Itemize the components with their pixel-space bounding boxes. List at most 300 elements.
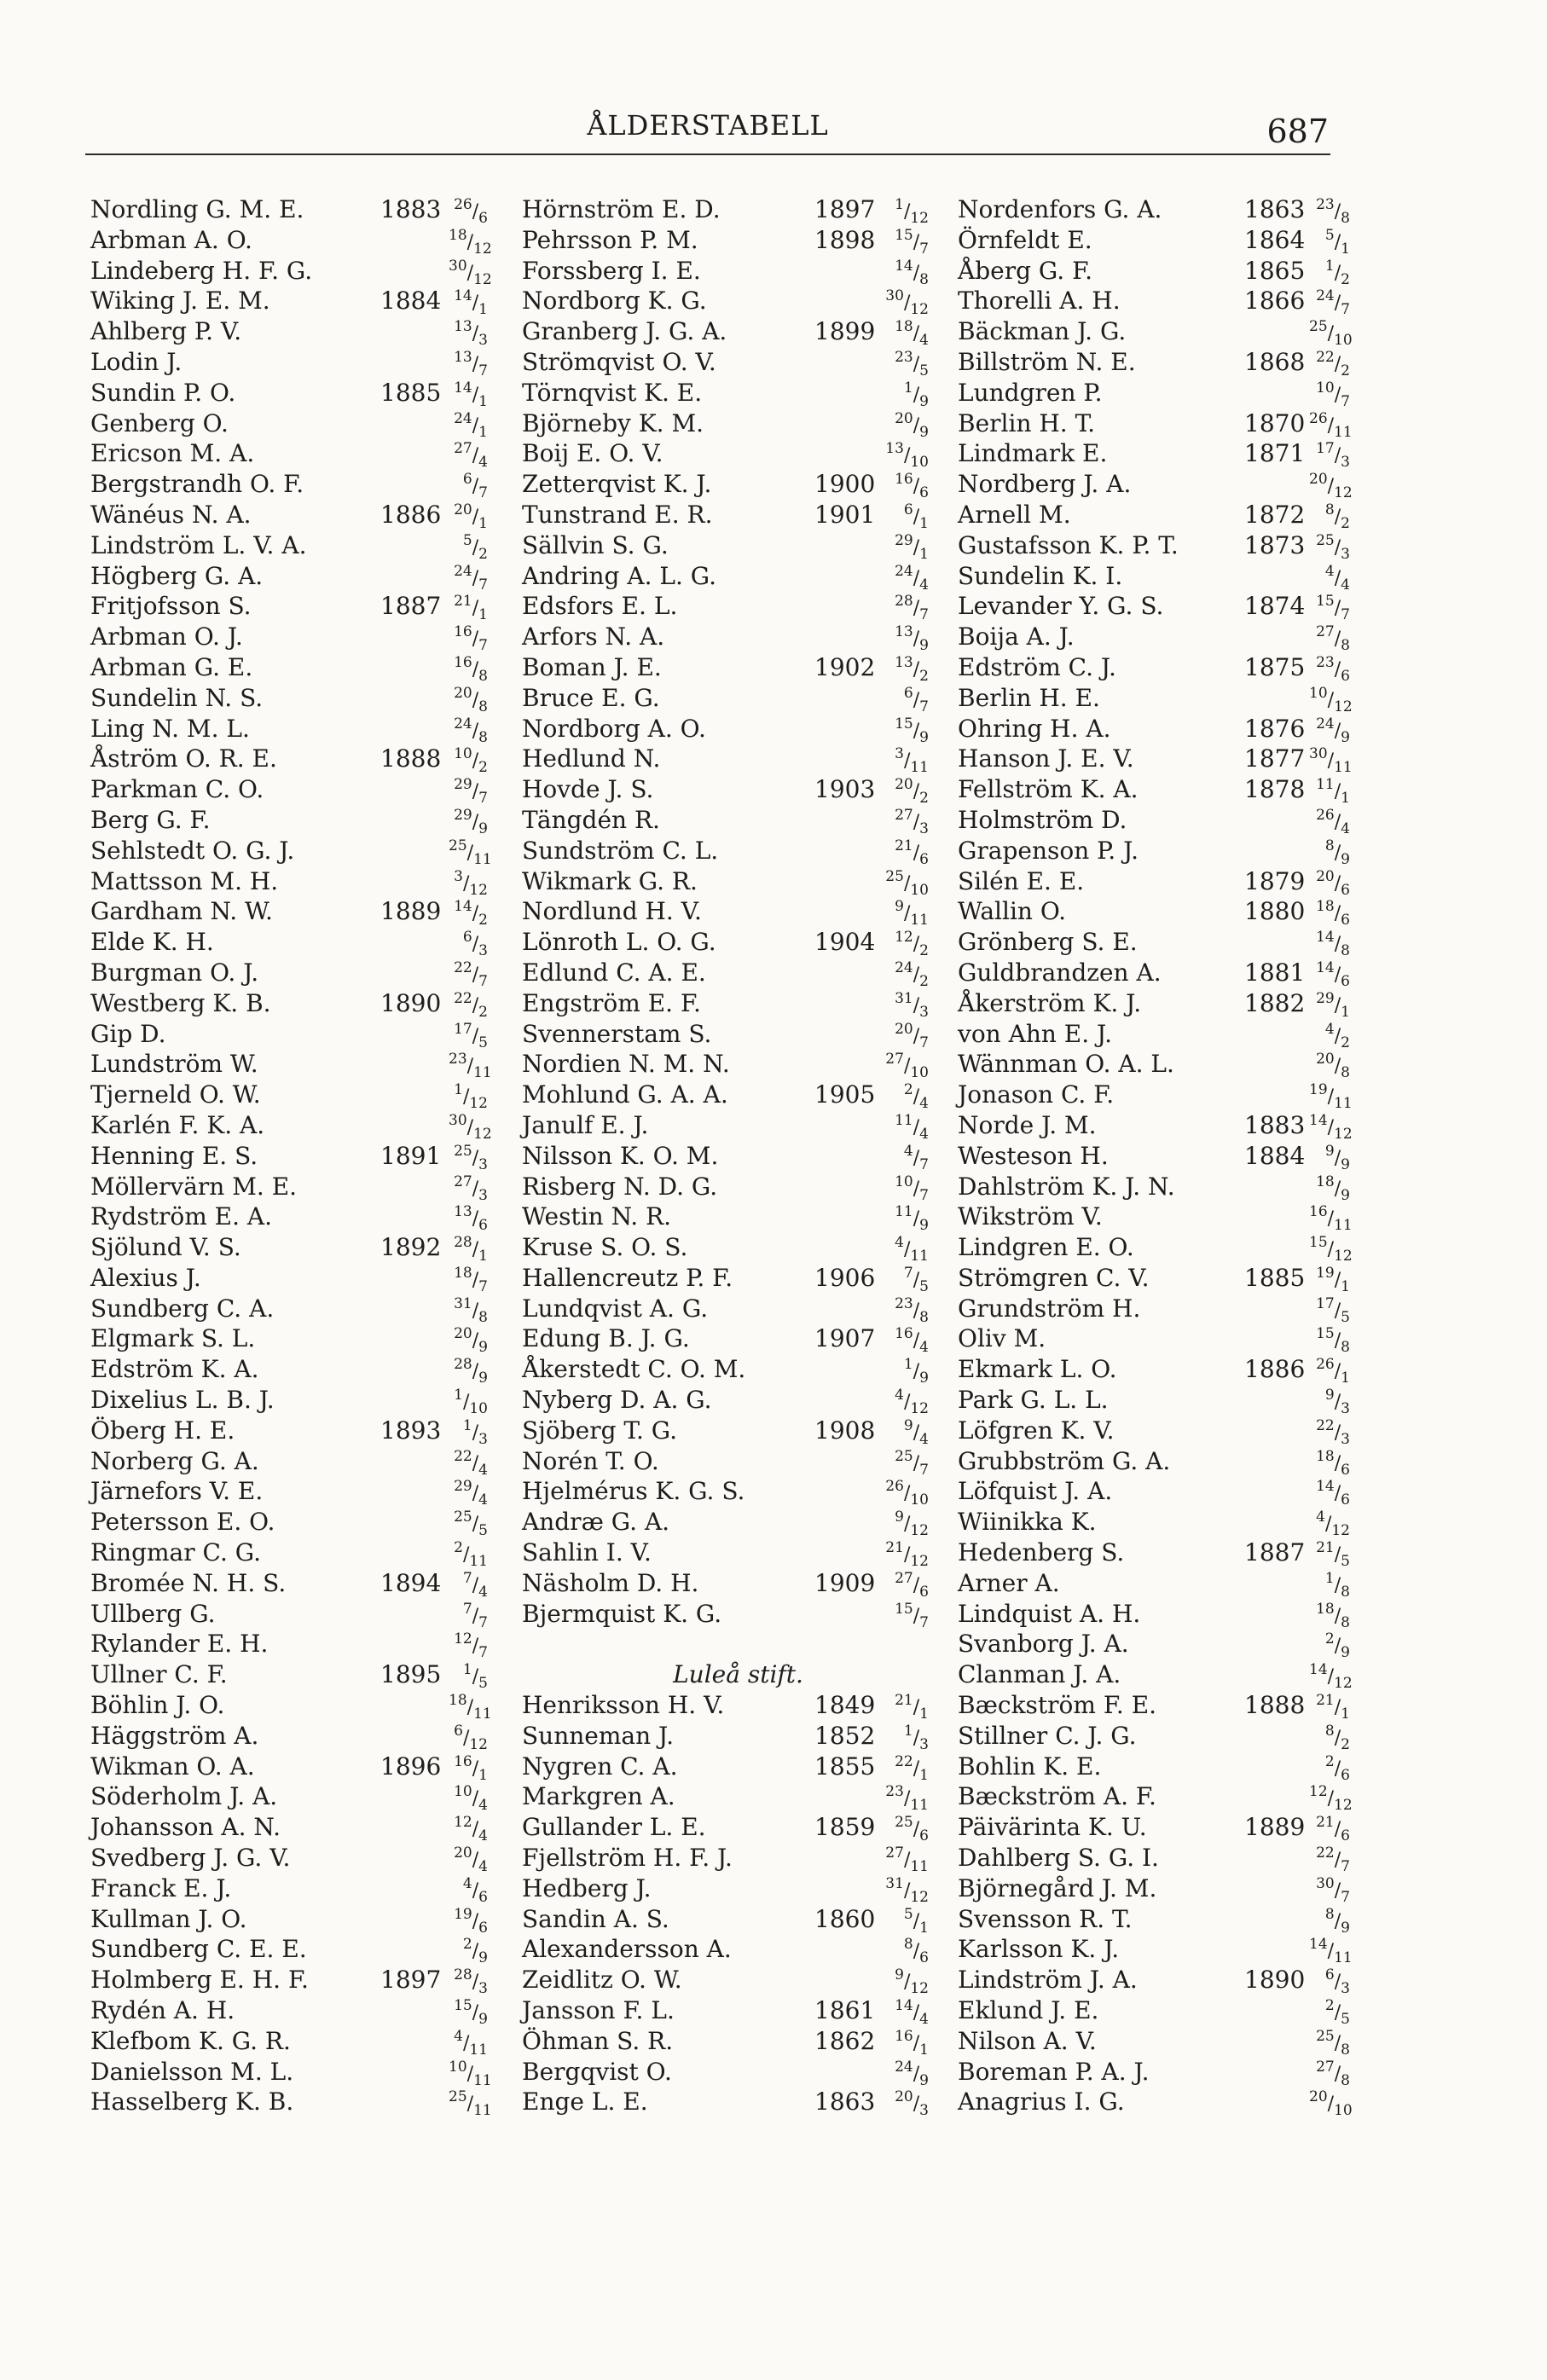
entry-name: Gullander L. E. bbox=[522, 1813, 706, 1842]
list-item bbox=[958, 652, 1350, 685]
entry-month: 3 bbox=[478, 1980, 488, 1998]
entry-name: Päivärinta K. U. bbox=[958, 1813, 1147, 1842]
entry-day: 6 bbox=[462, 929, 472, 947]
list-item bbox=[958, 1019, 1350, 1051]
entry-month: 2 bbox=[1341, 362, 1350, 379]
entry-day: 7 bbox=[462, 1569, 472, 1587]
list-item bbox=[522, 2057, 929, 2088]
entry-year: 1886 bbox=[380, 500, 442, 529]
entry-date: $^{26}/_{10}$ bbox=[885, 1478, 929, 1509]
entry-month: 9 bbox=[919, 2071, 929, 2089]
entry-name: Nordien N. M. N. bbox=[522, 1050, 730, 1079]
entry-name: Möllervärn M. E. bbox=[90, 1172, 298, 1201]
list-item bbox=[90, 1812, 487, 1843]
entry-day: 20 bbox=[895, 1020, 913, 1038]
entry-month: 2 bbox=[478, 545, 488, 563]
entry-name: Häggström A. bbox=[90, 1721, 259, 1750]
entry-date: $^2/_6$ bbox=[1324, 1752, 1350, 1784]
entry-month: 11 bbox=[910, 912, 929, 929]
entry-day: 13 bbox=[454, 318, 472, 336]
entry-date: $^2/_{11}$ bbox=[454, 1539, 488, 1571]
entry-year: 1874 bbox=[1244, 592, 1306, 621]
entry-month: 3 bbox=[1341, 545, 1350, 563]
entry-date: $^{19}/_{11}$ bbox=[1309, 1081, 1353, 1113]
entry-date: $^{18}/_6$ bbox=[1316, 1447, 1350, 1479]
entry-day: 8 bbox=[1324, 1905, 1335, 1923]
entry-year: 1883 bbox=[380, 195, 442, 223]
entry-date: $^{18}/_6$ bbox=[1316, 898, 1350, 929]
list-item bbox=[522, 316, 929, 350]
entry-date: $^{17}/_5$ bbox=[454, 1020, 488, 1051]
entry-day: 18 bbox=[449, 226, 467, 244]
entry-day: 22 bbox=[454, 1447, 472, 1465]
list-item bbox=[90, 316, 488, 350]
list-item bbox=[958, 1232, 1353, 1265]
entry-date: $^{24}/_7$ bbox=[1316, 287, 1350, 319]
entry-month: 3 bbox=[1341, 1980, 1350, 1998]
list-item bbox=[522, 194, 929, 225]
entry-date: $^{10}/_{12}$ bbox=[1309, 684, 1353, 715]
entry-month: 6 bbox=[919, 1949, 929, 1967]
entry-month: 7 bbox=[478, 972, 488, 990]
entry-day: 9 bbox=[895, 1966, 904, 1984]
list-item bbox=[522, 1752, 929, 1782]
entry-year: 1890 bbox=[380, 988, 442, 1017]
entry-month: 5 bbox=[1341, 1308, 1350, 1326]
column-3 bbox=[958, 194, 1353, 2120]
entry-date: $^8/_2$ bbox=[1324, 1722, 1350, 1753]
entry-date: $^{26}/_4$ bbox=[1316, 806, 1350, 837]
entry-day: 18 bbox=[1316, 1447, 1335, 1465]
list-item bbox=[522, 1049, 929, 1080]
entry-date: $^{16}/_6$ bbox=[895, 471, 929, 502]
list-item bbox=[90, 469, 487, 500]
entry-month: 4 bbox=[919, 1430, 929, 1448]
entry-name: Ringmar C. G. bbox=[90, 1538, 262, 1567]
entry-date: $^{30}/_{11}$ bbox=[1309, 745, 1353, 777]
entry-month: 2 bbox=[919, 667, 929, 685]
list-item bbox=[522, 1323, 929, 1357]
entry-month: 12 bbox=[910, 1553, 929, 1571]
entry-day: 4 bbox=[454, 2027, 463, 2045]
entry-day: 17 bbox=[1316, 1294, 1335, 1312]
entry-date: $^{29}/_9$ bbox=[454, 806, 488, 837]
entry-name: Rylander E. H. bbox=[90, 1630, 269, 1659]
entry-month: 4 bbox=[478, 1858, 488, 1876]
list-item bbox=[958, 194, 1350, 227]
entry-name: Boija A. J. bbox=[958, 623, 1075, 651]
entry-month: 1 bbox=[919, 1766, 929, 1784]
entry-month: 9 bbox=[1341, 850, 1350, 868]
entry-month: 4 bbox=[919, 2011, 929, 2029]
entry-name: Westeson H. bbox=[958, 1141, 1109, 1170]
entry-date: $^{23}/_{11}$ bbox=[885, 1783, 929, 1815]
entry-day: 16 bbox=[1309, 1203, 1328, 1221]
entry-name: Elgmark S. L. bbox=[90, 1324, 256, 1353]
entry-date: $^8/_9$ bbox=[1324, 837, 1350, 868]
entry-name: Silén E. E. bbox=[958, 866, 1085, 895]
entry-month: 11 bbox=[1334, 1949, 1353, 1967]
entry-year: 1897 bbox=[380, 1966, 442, 1995]
entry-date: $^{22}/_7$ bbox=[454, 958, 488, 990]
entry-name: Dahlström K. J. N. bbox=[958, 1172, 1175, 1201]
entry-name: Zetterqvist K. J. bbox=[522, 470, 712, 499]
entry-day: 24 bbox=[1316, 287, 1335, 305]
entry-day: 24 bbox=[895, 958, 913, 976]
entry-date: $^{18}/_4$ bbox=[895, 318, 929, 350]
list-item bbox=[958, 286, 1350, 319]
entry-day: 20 bbox=[1309, 471, 1328, 489]
entry-name: Hanson J. E. V. bbox=[958, 744, 1134, 773]
list-item bbox=[958, 1629, 1350, 1662]
entry-month: 4 bbox=[919, 1095, 929, 1113]
entry-month: 9 bbox=[478, 1949, 488, 1967]
entry-date: $^{22}/_1$ bbox=[895, 1752, 929, 1784]
entry-month: 5 bbox=[478, 1675, 488, 1693]
entry-year: 1870 bbox=[1244, 408, 1306, 437]
entry-day: 14 bbox=[895, 1997, 913, 2015]
entry-day: 26 bbox=[454, 196, 472, 213]
entry-year: 1897 bbox=[814, 195, 876, 223]
entry-date: $^{21}/_1$ bbox=[1316, 1692, 1350, 1723]
entry-name: Danielsson M. L. bbox=[90, 2057, 294, 2086]
entry-month: 7 bbox=[478, 790, 488, 808]
entry-date: $^{15}/_9$ bbox=[895, 715, 929, 746]
entry-date: $^{28}/_7$ bbox=[895, 593, 929, 624]
entry-date: $^4/_4$ bbox=[1324, 562, 1350, 594]
entry-name: Edlund C. A. E. bbox=[522, 958, 706, 987]
entry-date: $^{25}/_3$ bbox=[1316, 531, 1350, 563]
entry-name: Lindgren E. O. bbox=[958, 1233, 1134, 1262]
entry-date: $^{26}/_6$ bbox=[454, 196, 488, 227]
entry-name: Sjölund V. S. bbox=[90, 1233, 241, 1262]
entry-day: 25 bbox=[454, 1508, 472, 1526]
entry-month: 12 bbox=[910, 1980, 929, 1998]
entry-day: 24 bbox=[1316, 715, 1335, 733]
entry-month: 12 bbox=[469, 1735, 488, 1753]
entry-month: 12 bbox=[1334, 484, 1353, 502]
entry-name: Markgren A. bbox=[522, 1782, 675, 1811]
list-item bbox=[90, 561, 487, 592]
entry-year: 1882 bbox=[1244, 988, 1306, 1017]
entry-date: $^{18}/_8$ bbox=[1316, 1600, 1350, 1631]
list-item bbox=[522, 286, 929, 319]
list-item bbox=[90, 836, 492, 868]
list-item bbox=[958, 1965, 1350, 1998]
entry-name: Nilsson K. O. M. bbox=[522, 1141, 719, 1170]
list-item bbox=[958, 774, 1350, 808]
entry-name: Rydén A. H. bbox=[90, 1996, 235, 2025]
entry-name: Åkerstedt C. O. M. bbox=[522, 1355, 746, 1384]
entry-day: 4 bbox=[903, 1142, 913, 1160]
entry-month: 9 bbox=[478, 2011, 488, 2029]
entry-day: 24 bbox=[454, 562, 472, 580]
entry-date: $^{19}/_1$ bbox=[1316, 1264, 1350, 1295]
entry-day: 23 bbox=[895, 1294, 913, 1312]
entry-name: Björneby K. M. bbox=[522, 408, 704, 437]
entry-name: Svennerstam S. bbox=[522, 1019, 712, 1048]
entry-year: 1907 bbox=[814, 1324, 876, 1353]
entry-name: Boreman P. A. J. bbox=[958, 2057, 1150, 2086]
entry-month: 8 bbox=[1341, 2071, 1350, 2089]
entry-name: Högberg G. A. bbox=[90, 561, 264, 590]
entry-day: 2 bbox=[1324, 1752, 1335, 1770]
entry-name: Levander Y. G. S. bbox=[958, 592, 1164, 621]
entry-name: Jansson F. L. bbox=[522, 1996, 675, 2025]
entry-month: 12 bbox=[473, 1125, 492, 1143]
entry-date: $^4/_7$ bbox=[903, 1142, 929, 1173]
entry-date: $^6/_3$ bbox=[462, 929, 488, 960]
entry-month: 7 bbox=[478, 1644, 488, 1662]
entry-day: 4 bbox=[895, 1387, 904, 1404]
entry-name: Fellström K. A. bbox=[958, 775, 1139, 804]
entry-day: 24 bbox=[895, 2058, 913, 2076]
entry-name: Eklund J. E. bbox=[958, 1996, 1099, 2025]
entry-month: 12 bbox=[469, 1095, 488, 1113]
entry-date: $^{15}/_7$ bbox=[895, 226, 929, 258]
entry-day: 23 bbox=[885, 1783, 904, 1801]
entry-year: 1855 bbox=[814, 1752, 876, 1781]
entry-name: Parkman C. O. bbox=[90, 775, 264, 804]
entry-month: 1 bbox=[919, 545, 929, 563]
list-item bbox=[90, 714, 487, 744]
entry-name: Lundgren P. bbox=[958, 378, 1103, 407]
entry-day: 12 bbox=[454, 1630, 472, 1648]
entry-date: $^{22}/_2$ bbox=[454, 989, 488, 1021]
entry-date: $^{22}/_3$ bbox=[1316, 1416, 1350, 1448]
entry-day: 19 bbox=[1316, 1264, 1335, 1282]
list-item bbox=[958, 1323, 1350, 1357]
entry-date: $^1/_9$ bbox=[903, 1356, 929, 1387]
entry-date: $^{23}/_5$ bbox=[895, 348, 929, 379]
list-item bbox=[522, 225, 929, 256]
entry-date: $^{27}/_4$ bbox=[454, 440, 488, 472]
entry-name: Dahlberg S. G. I. bbox=[958, 1844, 1159, 1873]
entry-date: $^{24}/_9$ bbox=[1316, 715, 1350, 746]
entry-day: 5 bbox=[1324, 226, 1335, 244]
entry-day: 18 bbox=[895, 318, 913, 336]
list-item bbox=[90, 1752, 487, 1782]
entry-month: 7 bbox=[1341, 1888, 1350, 1906]
entry-year: 1888 bbox=[380, 744, 442, 773]
entry-year: 1905 bbox=[814, 1080, 876, 1109]
entry-month: 3 bbox=[478, 1430, 488, 1448]
entry-date: $^7/_7$ bbox=[462, 1600, 488, 1631]
entry-month: 4 bbox=[919, 332, 929, 350]
entry-day: 31 bbox=[885, 1874, 904, 1892]
entry-name: Norde J. M. bbox=[958, 1110, 1097, 1139]
entry-day: 16 bbox=[454, 653, 472, 671]
entry-date: $^{15}/_7$ bbox=[1316, 593, 1350, 624]
entry-day: 17 bbox=[454, 1020, 472, 1038]
entry-name: Lindeberg H. F. G. bbox=[90, 256, 313, 285]
list-item bbox=[90, 2087, 492, 2120]
entry-name: Sundberg C. A. bbox=[90, 1294, 275, 1323]
list-item bbox=[90, 1934, 487, 1965]
list-item bbox=[90, 622, 488, 655]
entry-name: Tängdén R. bbox=[522, 805, 660, 834]
list-item bbox=[958, 1599, 1350, 1631]
entry-month: 1 bbox=[919, 1919, 929, 1937]
entry-month: 2 bbox=[478, 1003, 488, 1021]
entry-year: 1908 bbox=[814, 1416, 876, 1445]
list-item bbox=[522, 2026, 929, 2057]
entry-date: $^6/_1$ bbox=[903, 501, 929, 532]
entry-date: $^{10}/_4$ bbox=[454, 1783, 488, 1815]
entry-name: Sahlin I. V. bbox=[522, 1538, 652, 1567]
entry-day: 23 bbox=[895, 348, 913, 366]
entry-date: $^{24}/_7$ bbox=[454, 562, 488, 594]
list-item bbox=[958, 1812, 1350, 1845]
entry-month: 12 bbox=[1334, 1797, 1353, 1815]
entry-day: 26 bbox=[885, 1478, 904, 1496]
entry-month: 3 bbox=[478, 942, 488, 960]
entry-date: $^9/_{12}$ bbox=[895, 1966, 929, 1998]
entry-day: 21 bbox=[895, 837, 913, 854]
entry-date: $^{13}/_7$ bbox=[454, 348, 488, 379]
entry-day: 18 bbox=[1316, 1600, 1335, 1618]
entry-month: 4 bbox=[919, 1125, 929, 1143]
list-item bbox=[522, 1965, 929, 1998]
entry-year: 1887 bbox=[380, 592, 442, 621]
entry-date: $^{20}/_8$ bbox=[1316, 1051, 1350, 1082]
entry-month: 1 bbox=[1341, 1003, 1350, 1021]
entry-month: 7 bbox=[1341, 301, 1350, 319]
entry-name: Lundström W. bbox=[90, 1050, 258, 1079]
entry-date: $^{13}/_{10}$ bbox=[885, 440, 929, 472]
entry-date: $^{25}/_7$ bbox=[895, 1447, 929, 1479]
entry-name: Edström C. J. bbox=[958, 652, 1116, 681]
entry-year: 1868 bbox=[1244, 347, 1306, 376]
list-item bbox=[522, 1995, 929, 2029]
entry-month: 1 bbox=[478, 514, 488, 532]
list-item bbox=[90, 652, 487, 683]
entry-name: Hedenberg S. bbox=[958, 1538, 1125, 1567]
entry-month: 11 bbox=[910, 759, 929, 777]
entry-month: 12 bbox=[469, 881, 488, 899]
entry-month: 2 bbox=[919, 972, 929, 990]
entry-date: $^7/_5$ bbox=[903, 1264, 929, 1295]
entry-month: 9 bbox=[1341, 1155, 1350, 1173]
entry-month: 8 bbox=[1341, 210, 1350, 227]
entry-day: 1 bbox=[903, 1722, 913, 1740]
entry-month: 5 bbox=[1341, 1553, 1350, 1571]
list-item bbox=[522, 438, 929, 472]
entry-date: $^{27}/_3$ bbox=[895, 806, 929, 837]
entry-month: 11 bbox=[473, 2102, 492, 2120]
list-item bbox=[90, 1659, 488, 1693]
entry-month: 1 bbox=[478, 301, 488, 319]
entry-day: 16 bbox=[454, 623, 472, 641]
list-item bbox=[958, 500, 1350, 532]
list-item bbox=[522, 408, 929, 439]
entry-date: $^{26}/_1$ bbox=[1316, 1356, 1350, 1387]
entry-day: 2 bbox=[903, 1081, 913, 1099]
entry-month: 6 bbox=[478, 1919, 488, 1937]
entry-date: $^{31}/_{12}$ bbox=[885, 1874, 929, 1906]
entry-day: 6 bbox=[1324, 1966, 1335, 1984]
entry-name: Holmberg E. H. F. bbox=[90, 1966, 309, 1995]
entry-name: Nilson A. V. bbox=[958, 2026, 1097, 2055]
list-item bbox=[522, 1507, 929, 1540]
entry-name: Lönroth L. O. G. bbox=[522, 928, 716, 957]
entry-name: Norberg G. A. bbox=[90, 1446, 259, 1475]
entry-month: 7 bbox=[478, 484, 488, 502]
entry-month: 5 bbox=[1341, 2011, 1350, 2029]
list-item bbox=[522, 1294, 929, 1324]
entry-name: Ling N. M. L. bbox=[90, 714, 250, 743]
entry-day: 25 bbox=[1309, 318, 1328, 336]
list-item bbox=[90, 1690, 492, 1723]
entry-name: Hovde J. S. bbox=[522, 775, 654, 804]
entry-date: $^{29}/_1$ bbox=[1316, 989, 1350, 1021]
list-item bbox=[522, 1354, 929, 1385]
entry-date: $^{24}/_8$ bbox=[454, 715, 488, 746]
entry-day: 24 bbox=[454, 715, 472, 733]
list-item bbox=[522, 714, 929, 744]
list-item bbox=[90, 896, 487, 927]
entry-year: 1860 bbox=[814, 1904, 876, 1933]
entry-day: 25 bbox=[895, 1447, 913, 1465]
entry-day: 13 bbox=[454, 1203, 472, 1221]
entry-date: $^{30}/_{12}$ bbox=[449, 257, 492, 288]
entry-date: $^{16}/_7$ bbox=[454, 623, 488, 655]
entry-day: 20 bbox=[454, 501, 472, 518]
list-item bbox=[522, 1141, 929, 1172]
entry-month: 9 bbox=[919, 392, 929, 410]
entry-name: Bohlin K. E. bbox=[958, 1752, 1102, 1781]
entry-date: $^6/_3$ bbox=[1324, 1966, 1350, 1998]
entry-month: 5 bbox=[919, 1277, 929, 1295]
entry-date: $^{14}/_{12}$ bbox=[1309, 1661, 1353, 1693]
list-item bbox=[90, 1476, 487, 1507]
entry-year: 1889 bbox=[1244, 1813, 1306, 1842]
entry-name: Nordling G. M. E. bbox=[90, 195, 304, 223]
entry-month: 12 bbox=[910, 210, 929, 227]
entry-name: Holmström D. bbox=[958, 805, 1127, 834]
entry-year: 1863 bbox=[814, 2088, 876, 2117]
entry-month: 6 bbox=[919, 484, 929, 502]
entry-month: 2 bbox=[919, 790, 929, 808]
entry-date: $^{14}/_4$ bbox=[895, 1997, 929, 2029]
entry-month: 11 bbox=[469, 2041, 488, 2059]
entry-name: Sundberg C. E. E. bbox=[90, 1935, 307, 1964]
entry-day: 27 bbox=[895, 1569, 913, 1587]
list-item bbox=[90, 1049, 492, 1082]
entry-date: $^9/_9$ bbox=[1324, 1142, 1350, 1173]
entry-month: 7 bbox=[919, 1461, 929, 1479]
entry-month: 10 bbox=[1334, 332, 1353, 350]
list-item bbox=[958, 1781, 1353, 1815]
entry-day: 6 bbox=[903, 501, 913, 518]
entry-name: Grönberg S. E. bbox=[958, 928, 1138, 957]
entry-date: $^{15}/_9$ bbox=[454, 1997, 488, 2029]
entry-name: Kullman J. O. bbox=[90, 1904, 247, 1933]
entry-month: 7 bbox=[919, 698, 929, 715]
entry-day: 8 bbox=[1324, 501, 1335, 518]
entry-date: $^{21}/_{12}$ bbox=[885, 1539, 929, 1571]
list-item bbox=[522, 530, 929, 561]
entry-date: $^9/_{12}$ bbox=[895, 1508, 929, 1540]
entry-day: 6 bbox=[462, 471, 472, 489]
entry-day: 23 bbox=[1316, 653, 1335, 671]
entry-day: 24 bbox=[895, 562, 913, 580]
entry-month: 3 bbox=[919, 819, 929, 837]
entry-name: Lodin J. bbox=[90, 347, 183, 376]
entry-date: $^{15}/_7$ bbox=[895, 1600, 929, 1631]
list-item bbox=[522, 1476, 929, 1507]
list-item bbox=[522, 683, 929, 714]
